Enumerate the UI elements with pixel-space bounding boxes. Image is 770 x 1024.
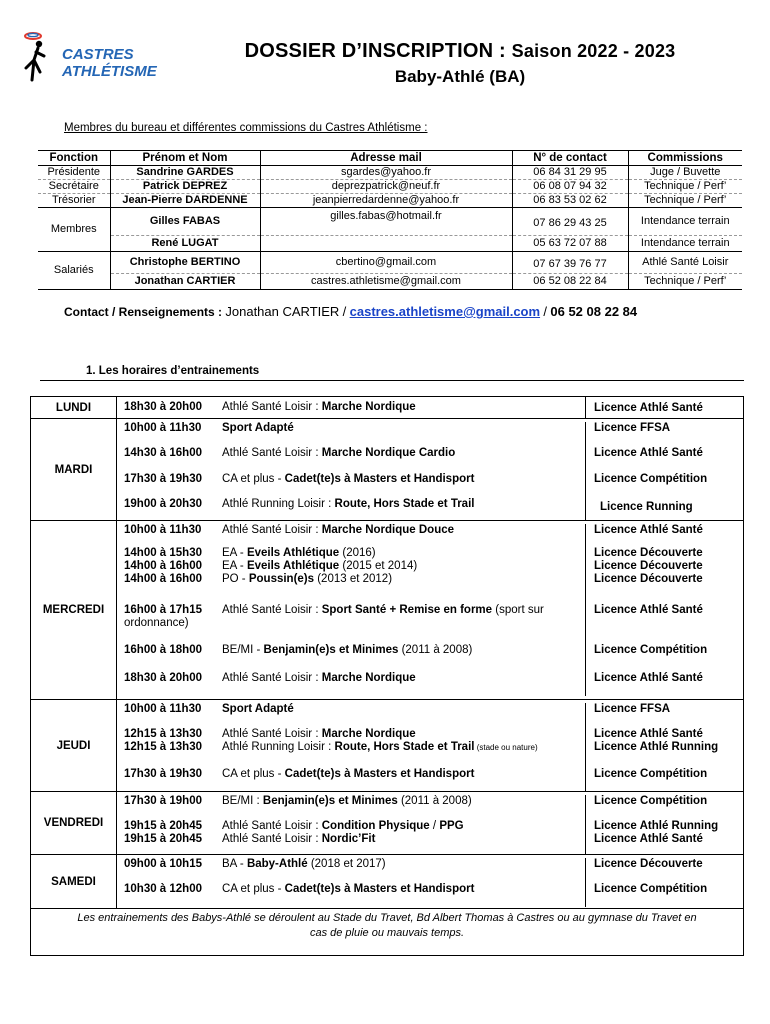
cell-fonction: Trésorier [38, 194, 110, 208]
activity-name: Benjamin(e)s et Minimes [263, 644, 399, 656]
activity-name: Sport Santé + Remise en forme [321, 604, 493, 616]
cell-fonction: Présidente [38, 166, 110, 180]
page-subtitle: Baby-Athlé (BA) [394, 67, 526, 86]
activity-pre: Athlé Santé Loisir : [222, 604, 322, 616]
activity-pre: BE/MI - [222, 644, 264, 656]
license: Licence Athlé Santé [594, 728, 703, 740]
contact-label: Contact / Renseignements : [64, 305, 223, 319]
schedule-table [30, 396, 744, 909]
activity-pre: Athlé Santé Loisir : [222, 447, 322, 459]
license: Licence Compétition [594, 473, 708, 485]
table-row [38, 208, 742, 236]
schedule-row [117, 604, 743, 644]
time: 14h00 à 15h30 [124, 547, 203, 559]
document-title [200, 40, 720, 87]
contact-email-link[interactable]: castres.athletisme@gmail.com [349, 304, 541, 319]
section-title: 1. Les horaires d’entrainements [86, 365, 260, 377]
schedule-row [117, 768, 743, 791]
activity-name-2: PPG [439, 820, 464, 832]
activity-pre: Athlé Santé Loisir : [222, 820, 322, 832]
activity-pre: Athlé Running Loisir : [222, 498, 335, 510]
cell-commission: Intendance terrain [628, 208, 742, 236]
activity-name: Baby-Athlé [246, 858, 308, 870]
time: 09h00 à 10h15 [124, 858, 203, 870]
time: 17h30 à 19h00 [124, 795, 203, 807]
table-row [38, 252, 742, 274]
schedule-row [117, 644, 743, 672]
activity-pre: Athlé Running Loisir : [222, 741, 335, 753]
footer-note: Les entrainements des Babys-Athlé se déroulent au Stade du Travet, Bd Albert Thomas à Castres ou au gymnase du Travet en cas de pluie ou mauvais temps. [30, 906, 744, 956]
activity-name: Condition Physique [321, 820, 430, 832]
day-mercredi [31, 521, 743, 700]
time: 12h15 à 13h30 [124, 741, 203, 753]
activity-name: Cadet(te)s à Masters et Handisport [284, 768, 475, 780]
cell-nom: Gilles FABAS [110, 208, 260, 236]
cell-tel: 06 84 31 29 95 [512, 166, 628, 180]
time: 10h00 à 11h30 [124, 422, 202, 434]
time: 17h30 à 19h30 [124, 768, 203, 780]
cell-mail[interactable]: gilles.fabas@hotmail.fr [260, 208, 512, 236]
activity-name: Sport Adapté [222, 703, 294, 715]
cell-nom: Jonathan CARTIER [110, 274, 260, 290]
title-season: Saison 2022 - 2023 [511, 41, 676, 61]
day-mardi [31, 419, 743, 521]
members-intro: Membres du bureau et différentes commissions du Castres Athlétisme : [64, 122, 428, 134]
activity-name: Marche Nordique [321, 672, 416, 684]
activity-name: Marche Nordique [321, 728, 416, 740]
day-label: JEUDI [31, 700, 117, 791]
header-contact: N° de contact [512, 151, 628, 166]
header-mail: Adresse mail [260, 151, 512, 166]
activity-name: Route, Hors Stade et Trail [334, 741, 475, 753]
activity-note: (stade ou nature) [474, 743, 538, 752]
cell-nom: Patrick DEPREZ [110, 180, 260, 194]
activity-pre: CA et plus - [222, 883, 285, 895]
cell-tel: 07 67 39 76 77 [512, 252, 628, 274]
activity-post: (sport sur [492, 604, 544, 616]
activity-pre: EA - [222, 547, 247, 559]
activity-post: (2013 et 2012) [314, 573, 393, 585]
cell-commission: Technique / Perf’ [628, 194, 742, 208]
cell-nom: Sandrine GARDES [110, 166, 260, 180]
license: Licence FFSA [594, 422, 671, 434]
schedule-row [117, 792, 743, 820]
license: Licence Athlé Running [594, 741, 719, 753]
license: Licence Découverte [594, 547, 703, 559]
members-table [38, 150, 742, 290]
activity-name: Nordic’Fit [321, 833, 376, 845]
activity-pre: Athlé Santé Loisir : [222, 728, 322, 740]
activity-pre: BA - [222, 858, 247, 870]
contact-slash-2: / [543, 304, 548, 319]
time: 19h15 à 20h45 [124, 833, 203, 845]
cell-mail[interactable]: cbertino@gmail.com [260, 252, 512, 274]
schedule-row [117, 728, 743, 768]
cell-tel: 06 83 53 02 62 [512, 194, 628, 208]
license: Licence Compétition [594, 795, 708, 807]
cell-mail[interactable]: castres.athletisme@gmail.com [260, 274, 512, 290]
schedule-row [117, 547, 743, 604]
logo-line-1: CASTRES [62, 46, 134, 63]
activity-pre: BE/MI : [222, 795, 263, 807]
time: 14h30 à 16h00 [124, 447, 203, 459]
license: Licence Athlé Santé [594, 672, 703, 684]
cell-commission: Athlé Santé Loisir [628, 252, 742, 274]
schedule-row [117, 419, 743, 447]
activity-name: Cadet(te)s à Masters et Handisport [284, 883, 475, 895]
time: 18h30 à 20h00 [124, 401, 203, 413]
activity-pre: Athlé Santé Loisir : [222, 524, 322, 536]
page-title [200, 40, 720, 63]
table-row [38, 180, 742, 194]
schedule-row [117, 473, 743, 498]
time: 10h00 à 11h30 [124, 524, 202, 536]
schedule-row [117, 397, 743, 418]
activity-name: Benjamin(e)s et Minimes [262, 795, 398, 807]
contact-slash: / [342, 304, 347, 319]
activity-name: Eveils Athlétique [246, 560, 340, 572]
cell-nom: René LUGAT [110, 236, 260, 252]
license: Licence Athlé Santé [594, 604, 703, 616]
day-label: VENDREDI [31, 792, 117, 854]
table-row [38, 274, 742, 290]
activity-post: (2016) [339, 547, 376, 559]
activity-pre: Athlé Santé Loisir : [222, 401, 322, 413]
schedule-row [117, 447, 743, 473]
activity-mid: / [429, 820, 440, 832]
activity-pre: PO - [222, 573, 249, 585]
activity-cont: ordonnance) [124, 617, 189, 629]
cell-fonction: Secrétaire [38, 180, 110, 194]
contact-name: Jonathan CARTIER [225, 304, 340, 319]
activity-name: Marche Nordique [321, 401, 416, 413]
logo-line-2: ATHLÉTISME [62, 63, 157, 80]
time: 16h00 à 17h15 [124, 604, 203, 616]
activity-pre: CA et plus - [222, 768, 285, 780]
schedule-row [117, 820, 743, 854]
header-nom: Prénom et Nom [110, 151, 260, 166]
license: Licence Compétition [594, 768, 708, 780]
time: 17h30 à 19h30 [124, 473, 203, 485]
cell-mail [260, 236, 512, 252]
schedule-row [117, 700, 743, 728]
license: Licence Athlé Santé [594, 833, 703, 845]
activity-pre: EA - [222, 560, 247, 572]
time: 18h30 à 20h00 [124, 672, 203, 684]
activity-post: (2011 à 2008) [398, 644, 473, 656]
cell-commission: Intendance terrain [628, 236, 742, 252]
time: 10h00 à 11h30 [124, 703, 202, 715]
table-row [38, 166, 742, 180]
cell-tel: 07 86 29 43 25 [512, 208, 628, 236]
license: Licence Athlé Santé [594, 401, 703, 414]
cell-tel: 06 08 07 94 32 [512, 180, 628, 194]
cell-nom: Jean-Pierre DARDENNE [110, 194, 260, 208]
activity-name: Poussin(e)s [248, 573, 315, 585]
day-vendredi [31, 792, 743, 855]
day-samedi [31, 855, 743, 908]
contact-phone: 06 52 08 22 84 [550, 304, 638, 319]
cell-fonction: Salariés [38, 252, 110, 290]
time: 12h15 à 13h30 [124, 728, 203, 740]
activity-name: Marche Nordique Douce [321, 524, 455, 536]
activity-name: Route, Hors Stade et Trail [334, 498, 475, 510]
activity-name: Cadet(te)s à Masters et Handisport [284, 473, 475, 485]
cell-mail[interactable]: sgardes@yahoo.fr [260, 166, 512, 180]
license: Licence Athlé Santé [594, 447, 703, 459]
day-label: LUNDI [31, 397, 117, 418]
cell-commission: Technique / Perf’ [628, 274, 742, 290]
license: Licence Compétition [594, 883, 708, 895]
schedule-row [117, 672, 743, 696]
club-logo [22, 28, 172, 88]
members-table-header [38, 151, 742, 166]
cell-nom: Christophe BERTINO [110, 252, 260, 274]
schedule-row [117, 498, 743, 520]
table-row [38, 236, 742, 252]
activity-post: (2011 à 2008) [397, 795, 472, 807]
license: Licence Athlé Running [594, 820, 719, 832]
cell-commission: Technique / Perf’ [628, 180, 742, 194]
time: 10h30 à 12h00 [124, 883, 203, 895]
cell-tel: 05 63 72 07 88 [512, 236, 628, 252]
schedule-row [117, 883, 743, 907]
cell-mail[interactable]: deprezpatrick@neuf.fr [260, 180, 512, 194]
header-fonction: Fonction [38, 151, 110, 166]
activity-name: Sport Adapté [222, 422, 294, 434]
license: Licence Running [600, 501, 693, 513]
table-row [38, 194, 742, 208]
section-divider [40, 380, 744, 381]
activity-post: (2018 et 2017) [307, 858, 386, 870]
day-label: MERCREDI [31, 521, 117, 699]
cell-commission: Juge / Buvette [628, 166, 742, 180]
time: 14h00 à 16h00 [124, 573, 203, 585]
day-label: SAMEDI [31, 855, 117, 908]
day-lundi [31, 397, 743, 419]
contact-line [64, 304, 637, 319]
time: 16h00 à 18h00 [124, 644, 203, 656]
activity-post: (2015 et 2014) [339, 560, 418, 572]
title-main: DOSSIER D’INSCRIPTION : [244, 40, 506, 62]
cell-tel: 06 52 08 22 84 [512, 274, 628, 290]
license: Licence FFSA [594, 703, 671, 715]
activity-pre: Athlé Santé Loisir : [222, 672, 322, 684]
license: Licence Compétition [594, 644, 708, 656]
license: Licence Découverte [594, 560, 703, 572]
license: Licence Athlé Santé [594, 524, 703, 536]
cell-fonction: Membres [38, 208, 110, 252]
day-jeudi [31, 700, 743, 792]
license: Licence Découverte [594, 573, 703, 585]
time: 19h15 à 20h45 [124, 820, 203, 832]
day-label: MARDI [31, 419, 117, 520]
activity-name: Marche Nordique Cardio [321, 447, 456, 459]
activity-pre: Athlé Santé Loisir : [222, 833, 322, 845]
cell-mail[interactable]: jeanpierredardenne@yahoo.fr [260, 194, 512, 208]
activity-name: Eveils Athlétique [246, 547, 340, 559]
activity-pre: CA et plus - [222, 473, 285, 485]
schedule-row [117, 521, 743, 547]
schedule-row [117, 855, 743, 883]
header-commissions: Commissions [628, 151, 742, 166]
time: 14h00 à 16h00 [124, 560, 203, 572]
time: 19h00 à 20h30 [124, 498, 203, 510]
license: Licence Découverte [594, 858, 703, 870]
